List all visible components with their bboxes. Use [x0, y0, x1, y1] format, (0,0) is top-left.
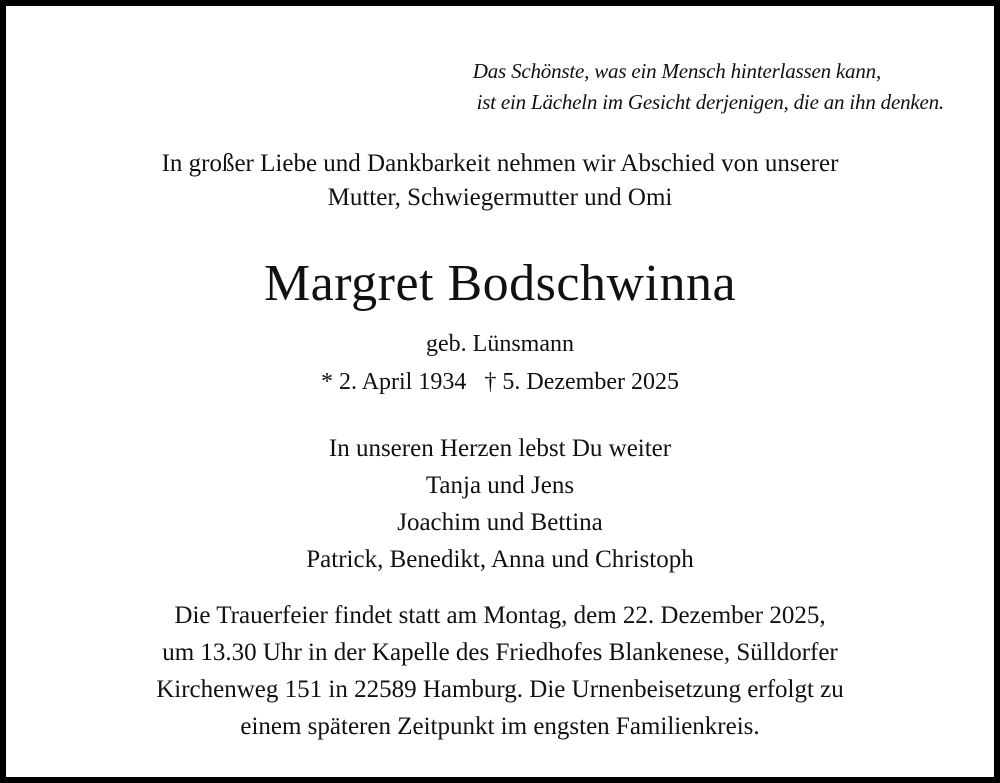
family-member: Tanja und Jens [425, 472, 575, 499]
service-line: Die Trauerfeier findet statt am Montag, dem 22. Dezember 2025, [174, 602, 826, 629]
memorial-quote [473, 56, 944, 118]
deceased-name: Margret Bodschwinna [263, 255, 737, 312]
service-line: Kirchenweg 151 in 22589 Hamburg. Die Urnenbeisetzung erfolgt zu [156, 676, 844, 703]
family-member: Patrick, Benedikt, Anna und Christoph [306, 546, 694, 573]
intro-line-2: Mutter, Schwiegermutter und Omi [327, 184, 673, 211]
quote-line-2: ist ein Lächeln im Gesicht derjenigen, die an ihn denken. [476, 90, 944, 114]
service-line: einem späteren Zeitpunkt im engsten Familienkreis. [240, 713, 760, 740]
death-date: † 5. Dezember 2025 [484, 369, 679, 395]
family-list [6, 430, 994, 578]
birth-date: * 2. April 1934 [321, 369, 467, 395]
life-dates [6, 365, 994, 399]
intro-line-1: In großer Liebe und Dankbarkeit nehmen wir Abschied von unserer [161, 150, 839, 177]
quote-line-1: Das Schönste, was ein Mensch hinterlassen kann, [472, 59, 881, 83]
maiden-name: geb. Lünsmann [426, 331, 574, 357]
service-details [6, 597, 994, 745]
service-line: um 13.30 Uhr in der Kapelle des Friedhofes Blankenese, Sülldorfer [162, 639, 838, 666]
intro-text [6, 147, 994, 215]
family-heading: In unseren Herzen lebst Du weiter [328, 435, 672, 462]
family-member: Joachim und Bettina [397, 509, 603, 536]
